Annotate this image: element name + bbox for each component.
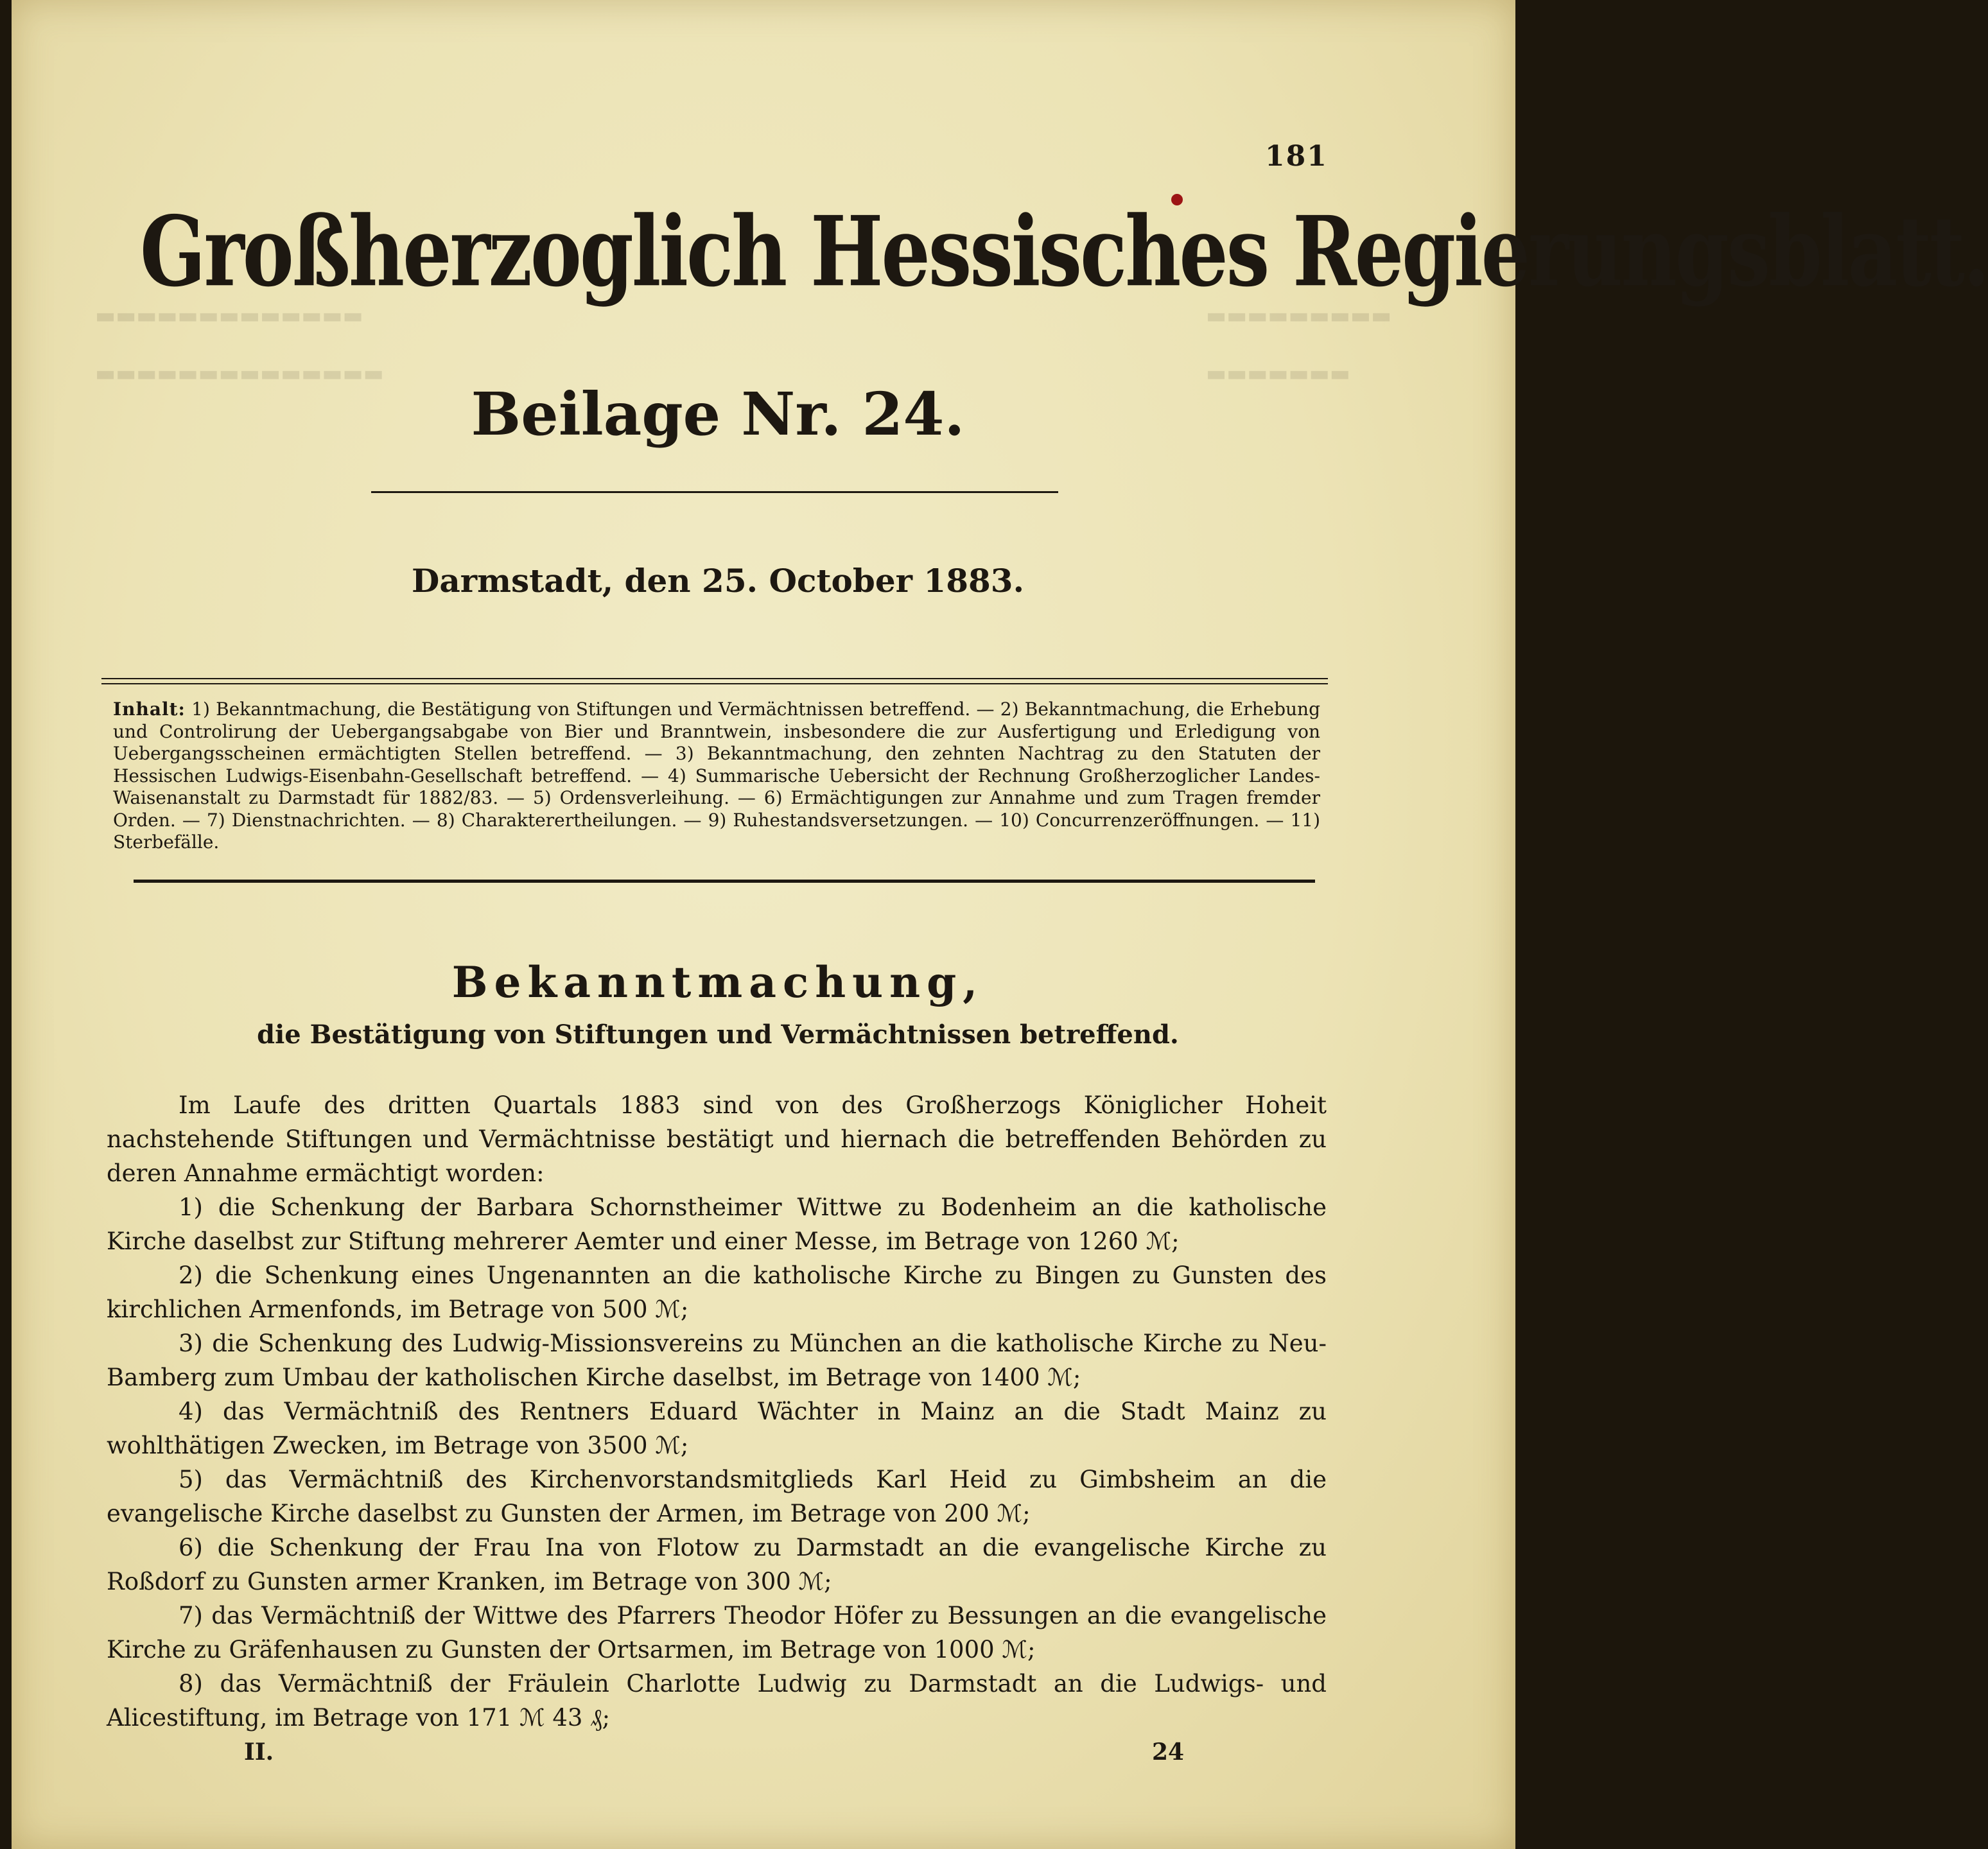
masthead-title: Großherzoglich Hessisches Regierungsblatt. — [140, 195, 1988, 309]
bleed-through-mark: ▬▬▬▬▬▬▬▬▬▬▬▬▬▬ — [95, 361, 384, 386]
contents-label: Inhalt: — [113, 699, 186, 720]
list-item: 4) das Vermächtniß des Rentners Eduard Wächter in Mainz an die Stadt Mainz zu wohlthätigen Zwecken, im Betrage von 3500 ℳ; — [107, 1398, 1327, 1459]
list-item: 7) das Vermächtniß der Wittwe des Pfarrers Theodor Höfer zu Bessungen an die evangelische Kirche zu Gräfenhausen zu Gunsten der Ortsarmen, im Betrage von 1000 ℳ; — [107, 1602, 1327, 1663]
dateline: Darmstadt, den 25. October 1883. — [412, 562, 1024, 600]
supplement-number: Beilage Nr. 24. — [471, 379, 965, 449]
list-item: 5) das Vermächtniß des Kirchenvorstandsmitglieds Karl Heid zu Gimbsheim an die evangelische Kirche daselbst zu Gunsten der Armen, im Betrage von 200 ℳ; — [107, 1466, 1327, 1527]
bleed-through-mark: ▬▬▬▬▬▬▬▬▬▬▬▬▬ — [95, 303, 363, 329]
signature-mark: II. — [244, 1739, 274, 1766]
bleed-through-mark: ▬▬▬▬▬▬▬ — [1206, 361, 1350, 386]
list-item: 1) die Schenkung der Barbara Schornstheimer Wittwe zu Bodenheim an die katholische Kirche daselbst zur Stiftung mehrerer Aemter und einer Messe, im Betrage von 1260 ℳ; — [107, 1194, 1327, 1255]
list-item: 2) die Schenkung eines Ungenannten an die katholische Kirche zu Bingen zu Gunsten des kirchlichen Armenfonds, im Betrage von 500 ℳ; — [107, 1262, 1327, 1323]
document-page — [12, 0, 1988, 1849]
list-item: 8) das Vermächtniß der Fräulein Charlotte Ludwig zu Darmstadt an die Ludwigs- und Alicestiftung, im Betrage von 171 ℳ 43 ₰; — [107, 1670, 1327, 1732]
table-of-contents — [113, 699, 1320, 854]
divider-rule — [371, 491, 1058, 493]
announcement-title: Bekanntmachung, — [451, 957, 984, 1007]
contents-bottom-rule — [134, 880, 1315, 883]
list-item: 3) die Schenkung des Ludwig-Missionsvereins zu München an die katholische Kirche zu Neu-Bamberg zum Umbau der katholischen Kirche daselbst, im Betrage von 1400 ℳ; — [107, 1330, 1327, 1391]
page-number: 181 — [1265, 140, 1328, 173]
announcement-body — [107, 1088, 1327, 1735]
bleed-through-mark: ▬▬▬▬▬▬▬▬▬ — [1206, 303, 1392, 329]
contents-top-rule — [101, 678, 1328, 679]
sheet-number: 24 — [1152, 1739, 1185, 1766]
announcement-subtitle: die Bestätigung von Stiftungen und Vermächtnissen betreffend. — [257, 1020, 1179, 1050]
contents-text: 1) Bekanntmachung, die Bestätigung von Stiftungen und Vermächtnissen betreffend. — 2) Bekanntmachung, die Erhebung und Controlirung der Uebergangsabgabe von Bier und Branntwein, insbesondere die zur Ausfertigung und Erledigung von Uebergangsscheinen ermächtigten Stellen betreffend. — 3) Bekanntmachung, den zehnten Nachtrag zu den Statuten der Hessischen Ludwigs-Eisenbahn-Gesellschaft betreffend. — 4) Summarische Uebersicht der Rechnung Großherzoglicher Landes-Waisenanstalt zu Darmstadt für 1882/83. — 5) Ordensverleihung. — 6) Ermächtigungen zur Annahme und zum Tragen fremder Orden. — 7) Dienstnachrichten. — 8) Charakterertheilungen. — 9) Ruhestandsversetzungen. — 10) Concurrenzeröffnungen. — 11) Sterbefälle. — [113, 699, 1320, 853]
announcement-intro: Im Laufe des dritten Quartals 1883 sind von des Großherzogs Königlicher Hoheit nachstehende Stiftungen und Vermächtnisse bestätigt und hiernach die betreffenden Behörden zu deren Annahme ermächtigt worden: — [107, 1091, 1327, 1187]
list-item: 6) die Schenkung der Frau Ina von Flotow zu Darmstadt an die evangelische Kirche zu Roßdorf zu Gunsten armer Kranken, im Betrage von 300 ℳ; — [107, 1534, 1327, 1595]
contents-top-rule — [101, 683, 1328, 684]
